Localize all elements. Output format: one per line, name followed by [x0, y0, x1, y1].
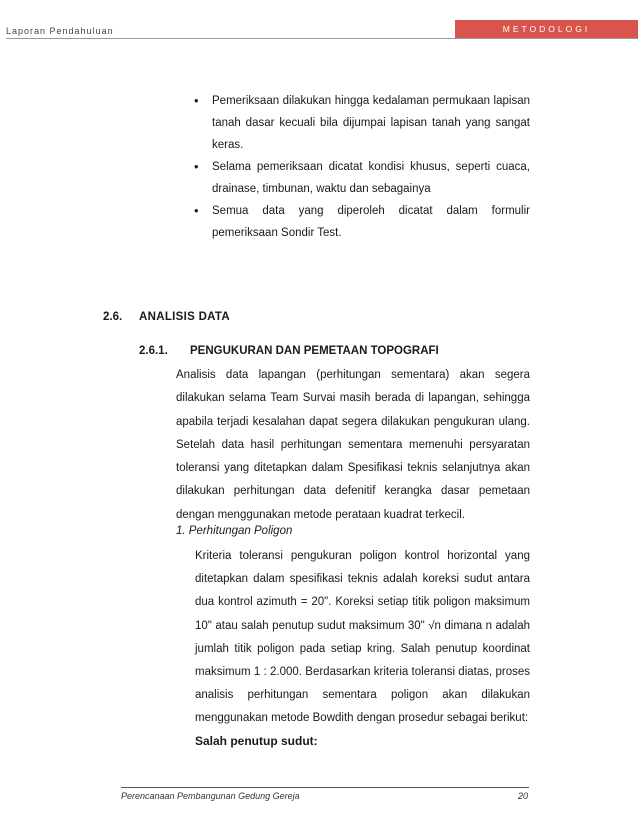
paragraph-line: dengan menggunakan metode perataan kuadrat terkecil. — [176, 508, 465, 521]
bullet-dot-icon: • — [194, 93, 199, 108]
bullet-dot-icon: • — [194, 203, 199, 218]
paragraph-analysis — [176, 364, 530, 527]
bullet-line: drainase, timbunan, waktu dan sebagainya — [212, 183, 431, 195]
bullet-line: Semua data yang diperoleh dicatat dalam formulir — [212, 205, 530, 217]
paragraph-line: dilakukan perhitungan data defenitif kerangka dasar pemetaan — [176, 485, 530, 498]
footer-project-title: Perencanaan Pembangunan Gedung Gereja — [121, 791, 300, 801]
section-title: ANALISIS DATA — [139, 311, 230, 323]
paragraph-line: jumlah titik poligon pada setiap kring. Salah penutup koordinat — [195, 642, 530, 655]
bullet-item — [190, 156, 530, 200]
bullet-line: keras. — [212, 139, 244, 151]
header-divider — [6, 38, 638, 39]
bullet-list — [190, 90, 530, 244]
subsection-number: 2.6.1. — [139, 345, 168, 357]
paragraph-line: dua kontrol azimuth = 20". Koreksi setiap titik poligon maksimum — [195, 596, 530, 609]
paragraph-line: apabila terjadi kesalahan dapat segera dilakukan pengukuran ulang. — [176, 415, 530, 428]
paragraph-line: analisis perhitungan sementara poligon akan dilakukan — [195, 689, 530, 702]
header-left-title: Laporan Pendahuluan — [6, 26, 114, 36]
paragraph-line: ditetapkan dalam spesifikasi teknis adalah koreksi sudut antara — [195, 573, 530, 586]
paragraph-line: dilakukan selama Team Survai masih berada di lapangan, sehingga — [176, 392, 530, 405]
section-number: 2.6. — [103, 311, 123, 323]
paragraph-polygon — [195, 545, 530, 731]
formula-heading: Salah penutup sudut: — [195, 734, 318, 748]
paragraph-line: Analisis data lapangan (perhitungan sementara) akan segera — [176, 369, 530, 381]
paragraph-line: toleransi yang ditetapkan dalam Spesifikasi teknis selanjutnya akan — [176, 462, 530, 475]
paragraph-line: menggunakan metode Bowdith dengan prosedur sebagai berikut: — [195, 712, 529, 725]
footer-page-number: 20 — [517, 791, 528, 801]
bullet-line: Pemeriksaan dilakukan hingga kedalaman permukaan lapisan — [212, 95, 530, 107]
subsection-title: PENGUKURAN DAN PEMETAAN TOPOGRAFI — [190, 345, 439, 357]
bullet-line: Selama pemeriksaan dicatat kondisi khusus, seperti cuaca, — [212, 161, 530, 173]
paragraph-line: Kriteria toleransi pengukuran poligon kontrol horizontal yang — [195, 550, 530, 562]
bullet-item — [190, 90, 530, 156]
footer-divider — [121, 787, 529, 788]
paragraph-line: Setelah data hasil perhitungan sementara memenuhi persyaratan — [176, 438, 530, 451]
bullet-item — [190, 200, 530, 244]
bullet-line: tanah dasar kecuali bila dijumpai lapisan tanah yang sangat — [212, 117, 530, 129]
bullet-line: pemeriksaan Sondir Test. — [212, 227, 342, 239]
bullet-dot-icon: • — [194, 159, 199, 174]
paragraph-line: maksimum 1 : 2.000. Berdasarkan kriteria toleransi diatas, proses — [195, 665, 530, 678]
paragraph-line: 10" atau salah penutup sudut maksimum 30" √n dimana n adalah — [195, 619, 530, 632]
header-chapter-badge: METODOLOGI — [455, 20, 638, 38]
numbered-item-label: 1. Perhitungan Poligon — [176, 525, 293, 537]
